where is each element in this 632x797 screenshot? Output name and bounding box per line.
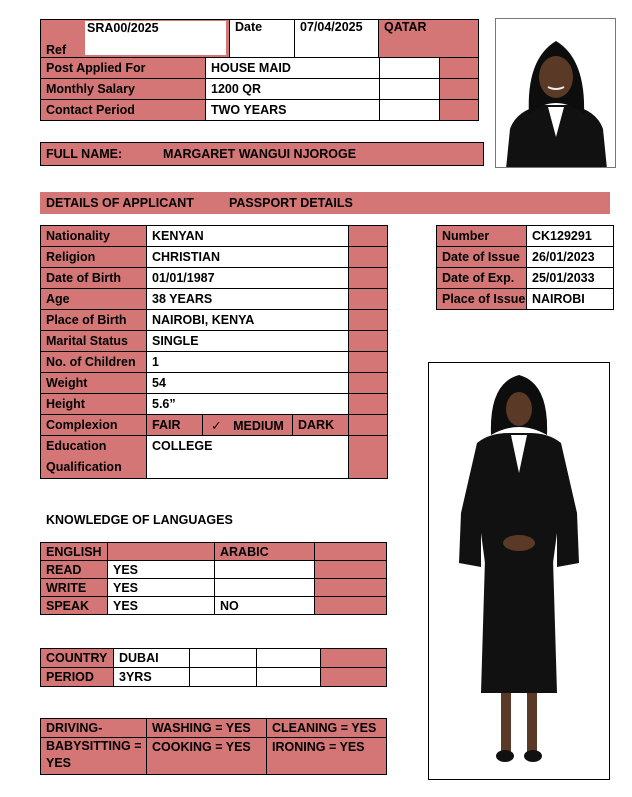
- country-blank-2: [257, 649, 321, 668]
- detail-label: Religion: [41, 247, 147, 268]
- table-row: [41, 247, 388, 268]
- ref-cell: [41, 20, 230, 59]
- table-row: [41, 579, 387, 597]
- country-header: QATAR: [379, 20, 479, 59]
- skill-babysitting-line2: YES: [46, 756, 72, 770]
- country-blank-pink: [321, 649, 387, 668]
- complexion-medium-cell: [203, 415, 293, 436]
- skill-cooking: COOKING = YES: [147, 738, 267, 775]
- english-value: YES: [108, 579, 215, 597]
- language-skill-label: WRITE: [41, 579, 108, 597]
- english-value: YES: [108, 561, 215, 579]
- complexion-dark: DARK: [293, 415, 349, 436]
- details-table: [40, 225, 388, 479]
- period-blank-pink: [440, 100, 479, 121]
- passport-issue-value: 26/01/2023: [527, 247, 614, 268]
- detail-blank: [349, 394, 388, 415]
- experience-period-value: 3YRS: [114, 668, 190, 687]
- complexion-label: Complexion: [41, 415, 147, 436]
- english-value: YES: [108, 597, 215, 615]
- table-row: [41, 668, 387, 687]
- period-blank-1: [190, 668, 257, 687]
- ref-value: SRA00/2025: [85, 21, 226, 55]
- table-row: [41, 394, 388, 415]
- education-row: [41, 436, 388, 479]
- table-row: [41, 373, 388, 394]
- detail-blank: [349, 352, 388, 373]
- education-label-cell: [41, 436, 147, 479]
- detail-value: CHRISTIAN: [147, 247, 349, 268]
- detail-value: KENYAN: [147, 226, 349, 247]
- english-header-blank: [108, 543, 215, 561]
- period-label: Contact Period: [41, 100, 206, 121]
- salary-blank-pink: [440, 79, 479, 100]
- applicant-portrait-photo: [495, 18, 616, 168]
- full-name-label: FULL NAME:: [46, 147, 123, 161]
- period-blank-2: [257, 668, 321, 687]
- complexion-fair: FAIR: [147, 415, 203, 436]
- date-label: Date: [230, 20, 295, 59]
- detail-value: 54: [147, 373, 349, 394]
- detail-label: Nationality: [41, 226, 147, 247]
- checkmark-icon: ✓: [211, 418, 222, 433]
- complexion-blank: [349, 415, 388, 436]
- post-value: HOUSE MAID: [206, 58, 380, 79]
- language-skill-label: SPEAK: [41, 597, 108, 615]
- detail-value: 5.6”: [147, 394, 349, 415]
- detail-label: Age: [41, 289, 147, 310]
- table-row: [41, 310, 388, 331]
- detail-value: 38 YEARS: [147, 289, 349, 310]
- full-name-value: MARGARET WANGUI NJOROGE: [163, 147, 357, 161]
- passport-expiry-label: Date of Exp.: [437, 268, 527, 289]
- table-row: [41, 289, 388, 310]
- table-row: [41, 352, 388, 373]
- passport-expiry-value: 25/01/2033: [527, 268, 614, 289]
- passport-number-value: CK129291: [527, 226, 614, 247]
- post-table: [40, 57, 479, 121]
- table-row: [41, 738, 387, 775]
- passport-number-label: Number: [437, 226, 527, 247]
- arabic-value: [215, 579, 315, 597]
- arabic-value: [215, 561, 315, 579]
- details-section-title: DETAILS OF APPLICANT: [46, 196, 194, 210]
- salary-value: 1200 QR: [206, 79, 380, 100]
- detail-label: Place of Birth: [41, 310, 147, 331]
- table-row: [437, 226, 614, 247]
- languages-table: [40, 542, 387, 615]
- education-blank: [349, 436, 388, 479]
- education-label-line1: Education: [46, 439, 107, 453]
- skill-babysitting-line1: BABYSITTING =: [46, 739, 142, 753]
- detail-blank: [349, 310, 388, 331]
- post-blank-pink: [440, 58, 479, 79]
- detail-label: Weight: [41, 373, 147, 394]
- language-blank: [315, 597, 387, 615]
- salary-blank: [380, 79, 440, 100]
- post-label: Post Applied For: [41, 58, 206, 79]
- detail-blank: [349, 247, 388, 268]
- salary-label: Monthly Salary: [41, 79, 206, 100]
- post-blank: [380, 58, 440, 79]
- table-row: [437, 268, 614, 289]
- table-row: [41, 268, 388, 289]
- detail-value: NAIROBI, KENYA: [147, 310, 349, 331]
- language-blank: [315, 561, 387, 579]
- table-row: [437, 247, 614, 268]
- complexion-medium: MEDIUM: [233, 418, 284, 433]
- english-header: ENGLISH: [41, 543, 108, 561]
- ref-label: Ref: [46, 43, 67, 57]
- passport-place-label: Place of Issue: [437, 289, 527, 310]
- country-value: DUBAI: [114, 649, 190, 668]
- language-skill-label: READ: [41, 561, 108, 579]
- passport-issue-label: Date of Issue: [437, 247, 527, 268]
- detail-blank: [349, 331, 388, 352]
- section-bar: [40, 192, 610, 214]
- header-table: [40, 19, 479, 59]
- period-value: TWO YEARS: [206, 100, 380, 121]
- education-value: COLLEGE: [147, 436, 349, 479]
- applicant-full-body-photo: [428, 362, 610, 780]
- experience-period-label: PERIOD: [41, 668, 114, 687]
- table-row: [41, 719, 387, 738]
- skill-babysitting-cell: [41, 738, 147, 775]
- country-blank-1: [190, 649, 257, 668]
- education-label-line2: Qualification: [46, 460, 122, 474]
- passport-place-value: NAIROBI: [527, 289, 614, 310]
- detail-label: Marital Status: [41, 331, 147, 352]
- experience-table: [40, 648, 387, 687]
- skills-table: [40, 718, 387, 775]
- period-blank: [380, 100, 440, 121]
- languages-title: KNOWLEDGE OF LANGUAGES: [46, 513, 233, 527]
- detail-label: No. of Children: [41, 352, 147, 373]
- detail-blank: [349, 373, 388, 394]
- full-name-bar: [40, 142, 484, 166]
- detail-blank: [349, 226, 388, 247]
- detail-blank: [349, 289, 388, 310]
- detail-label: Date of Birth: [41, 268, 147, 289]
- language-blank: [315, 579, 387, 597]
- table-row: [41, 649, 387, 668]
- detail-value: 01/01/1987: [147, 268, 349, 289]
- period-blank-pink: [321, 668, 387, 687]
- table-row: [41, 561, 387, 579]
- arabic-header: ARABIC: [215, 543, 315, 561]
- skill-driving: DRIVING-: [41, 719, 147, 738]
- arabic-header-blank: [315, 543, 387, 561]
- detail-value: SINGLE: [147, 331, 349, 352]
- table-row: [437, 289, 614, 310]
- skill-cleaning: CLEANING = YES: [267, 719, 387, 738]
- detail-value: 1: [147, 352, 349, 373]
- complexion-row: [41, 415, 388, 436]
- table-row: [41, 226, 388, 247]
- table-row: [41, 331, 388, 352]
- detail-blank: [349, 268, 388, 289]
- passport-table: [436, 225, 614, 310]
- passport-section-title: PASSPORT DETAILS: [229, 196, 353, 210]
- skill-ironing: IRONING = YES: [267, 738, 387, 775]
- arabic-value: NO: [215, 597, 315, 615]
- country-label: COUNTRY: [41, 649, 114, 668]
- table-row: [41, 597, 387, 615]
- skill-washing: WASHING = YES: [147, 719, 267, 738]
- date-value: 07/04/2025: [295, 20, 379, 59]
- detail-label: Height: [41, 394, 147, 415]
